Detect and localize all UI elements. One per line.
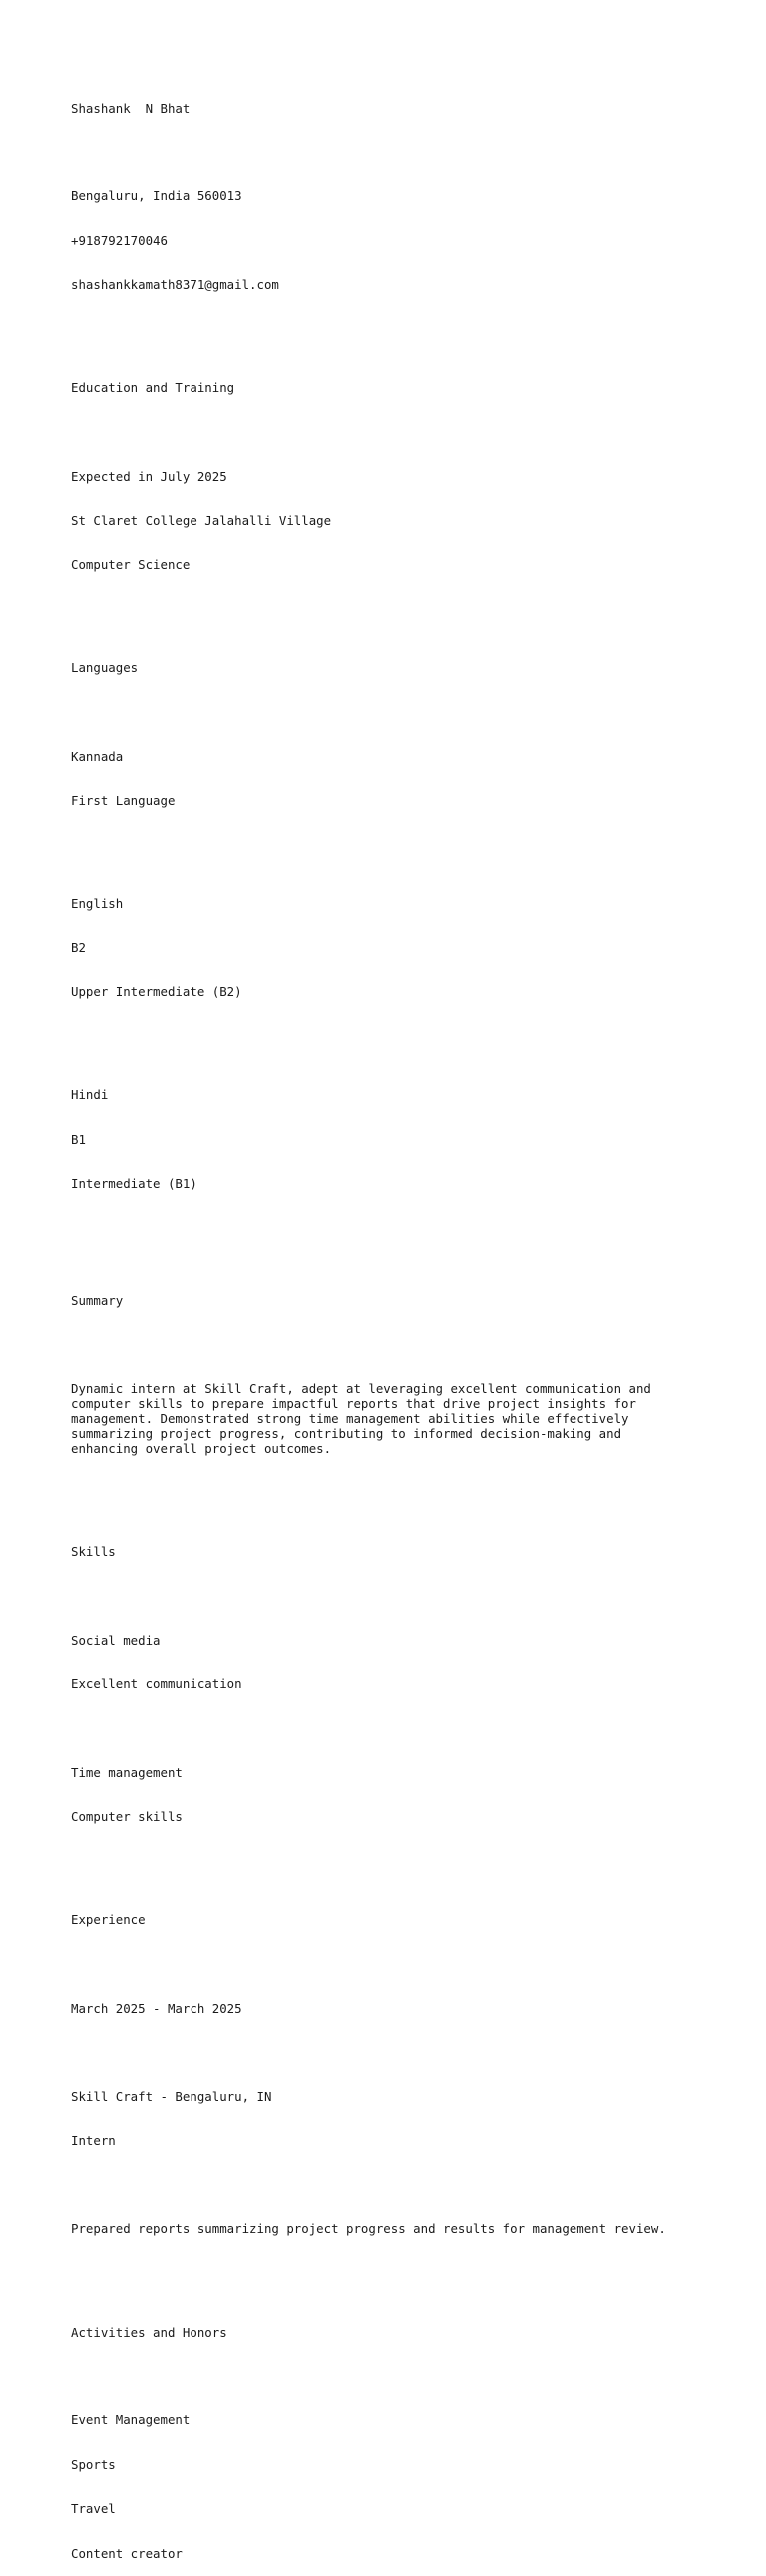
experience-description: Prepared reports summarizing project progress and results for management review. xyxy=(71,2221,666,2237)
experience-dates: March 2025 - March 2025 xyxy=(71,2000,242,2016)
contact-phone: +918792170046 xyxy=(71,232,168,248)
activity-item: Event Management xyxy=(71,2412,191,2428)
resume-document xyxy=(71,72,689,2576)
language-description: Upper Intermediate (B2) xyxy=(71,983,242,999)
language-name: Hindi xyxy=(71,1087,109,1103)
languages-heading: Languages xyxy=(71,660,139,676)
education-date: Expected in July 2025 xyxy=(71,468,227,484)
language-name: English xyxy=(71,896,124,912)
experience-heading: Experience xyxy=(71,1912,146,1928)
skills-heading: Skills xyxy=(71,1544,116,1560)
language-level: B1 xyxy=(71,1131,86,1147)
summary-heading: Summary xyxy=(71,1292,124,1308)
experience-company: Skill Craft - Bengaluru, IN xyxy=(71,2088,272,2104)
skill-item: Social media xyxy=(71,1632,161,1648)
activity-item: Travel xyxy=(71,2501,116,2517)
language-description: Intermediate (B1) xyxy=(71,1175,197,1191)
contact-email: shashankkamath8371@gmail.com xyxy=(71,276,279,292)
skill-item: Excellent communication xyxy=(71,1676,242,1692)
language-name: Kannada xyxy=(71,748,124,764)
activities-heading: Activities and Honors xyxy=(71,2324,227,2340)
activity-item: Sports xyxy=(71,2456,116,2472)
language-level: B2 xyxy=(71,939,86,955)
activity-item: Content creator xyxy=(71,2545,183,2561)
language-description: First Language xyxy=(71,793,176,809)
candidate-name: Shashank N Bhat xyxy=(71,100,191,116)
contact-location: Bengaluru, India 560013 xyxy=(71,188,242,204)
skill-item: Time management xyxy=(71,1764,183,1780)
education-heading: Education and Training xyxy=(71,380,235,396)
education-institution: St Claret College Jalahalli Village xyxy=(71,513,332,529)
summary-text: Dynamic intern at Skill Craft, adept at leveraging excellent communication and computer skills to prepare impactful reports that drive project insights for management. Demonstrated strong time management abilities while effectively summarizing project progress, contributing to informed decision-making and enhancing overall project outcomes. xyxy=(71,1381,651,1456)
education-field: Computer Science xyxy=(71,556,191,572)
experience-role: Intern xyxy=(71,2132,116,2148)
skill-item: Computer skills xyxy=(71,1808,183,1824)
